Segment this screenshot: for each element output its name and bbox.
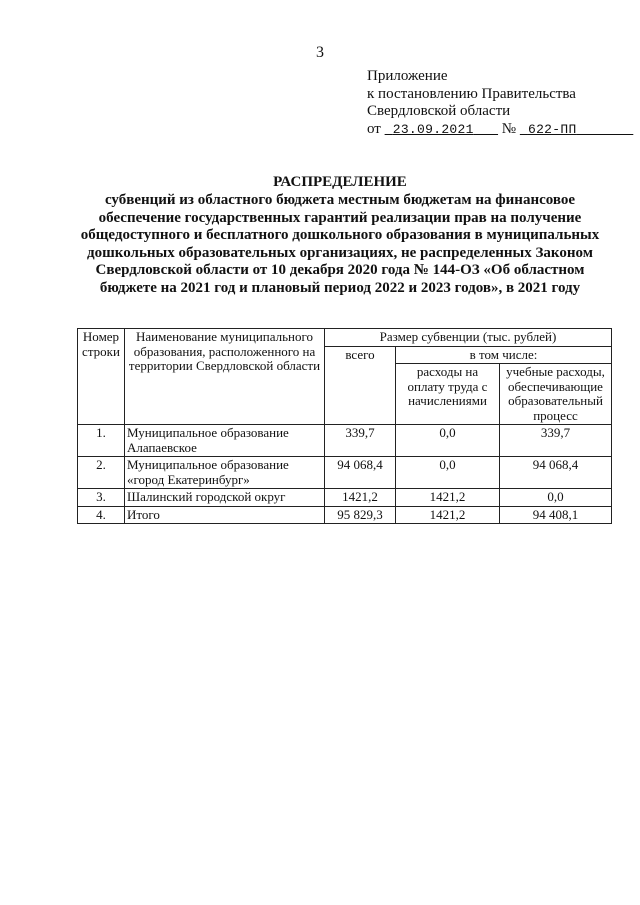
header-number: Номер строки	[78, 329, 125, 425]
table-row	[78, 489, 612, 507]
subtitle-line: бюджете на 2021 год и плановый период 2022 и 2023 годов», в 2021 году	[99, 279, 581, 296]
row-total: 95 829,3	[325, 506, 396, 524]
row-labor: 1421,2	[396, 506, 500, 524]
subtitle-line: обеспечение государственных гарантий реализации прав на получение	[98, 209, 582, 226]
appendix-block	[367, 68, 633, 138]
row-name: Муниципальное образование «город Екатеринбург»	[125, 457, 325, 489]
row-labor: 1421,2	[396, 489, 500, 507]
row-education: 0,0	[500, 489, 612, 507]
appendix-line-2: к постановлению Правительства	[367, 85, 576, 102]
appendix-line-3: Свердловской области	[367, 103, 511, 119]
row-education: 339,7	[500, 425, 612, 457]
subtitle-line: Свердловской области от 10 декабря 2020 года № 144-ОЗ «Об областном	[95, 262, 585, 279]
document-subtitle	[70, 192, 610, 298]
row-total: 94 068,4	[325, 457, 396, 489]
subtitle-line: субвенций из областного бюджета местным бюджетам на финансовое	[104, 192, 576, 208]
row-name: Муниципальное образование Алапаевское	[125, 425, 325, 457]
number-prefix: №	[501, 120, 517, 137]
row-number: 4.	[78, 506, 125, 524]
row-education: 94 068,4	[500, 457, 612, 489]
table-header-row	[78, 329, 612, 347]
row-labor: 0,0	[396, 457, 500, 489]
row-number: 1.	[78, 425, 125, 457]
decree-date: 23.09.2021	[392, 121, 474, 137]
row-name: Итого	[125, 506, 325, 524]
date-prefix: от	[367, 120, 381, 137]
table-row-total	[78, 506, 612, 524]
row-number: 3.	[78, 489, 125, 507]
header-amount: Размер субвенции (тыс. рублей)	[325, 329, 612, 347]
header-education: учебные расходы, обеспечивающие образовательный процесс	[500, 364, 612, 425]
row-labor: 0,0	[396, 425, 500, 457]
row-number: 2.	[78, 457, 125, 489]
row-education: 94 408,1	[500, 506, 612, 524]
row-name: Шалинский городской округ	[125, 489, 325, 507]
row-total: 339,7	[325, 425, 396, 457]
document-title: РАСПРЕДЕЛЕНИЕ	[273, 174, 407, 190]
subvention-table	[77, 328, 612, 524]
subtitle-line: общедоступного и бесплатного дошкольного образования в муниципальных	[80, 227, 600, 244]
row-total: 1421,2	[325, 489, 396, 507]
header-name: Наименование муниципального образования, расположенного на территории Свердловской области	[125, 329, 325, 425]
header-total: всего	[325, 346, 396, 425]
table-row	[78, 425, 612, 457]
subtitle-line: дошкольных образовательных организациях, не распределенных Законом	[87, 244, 593, 261]
header-including: в том числе:	[396, 346, 612, 364]
appendix-date-line	[367, 121, 633, 139]
appendix-line-1: Приложение	[367, 68, 448, 84]
page-number: 3	[316, 44, 324, 61]
header-labor: расходы на оплату труда с начислениями	[396, 364, 500, 425]
table-row	[78, 457, 612, 489]
decree-number: 622-ПП	[527, 121, 577, 137]
